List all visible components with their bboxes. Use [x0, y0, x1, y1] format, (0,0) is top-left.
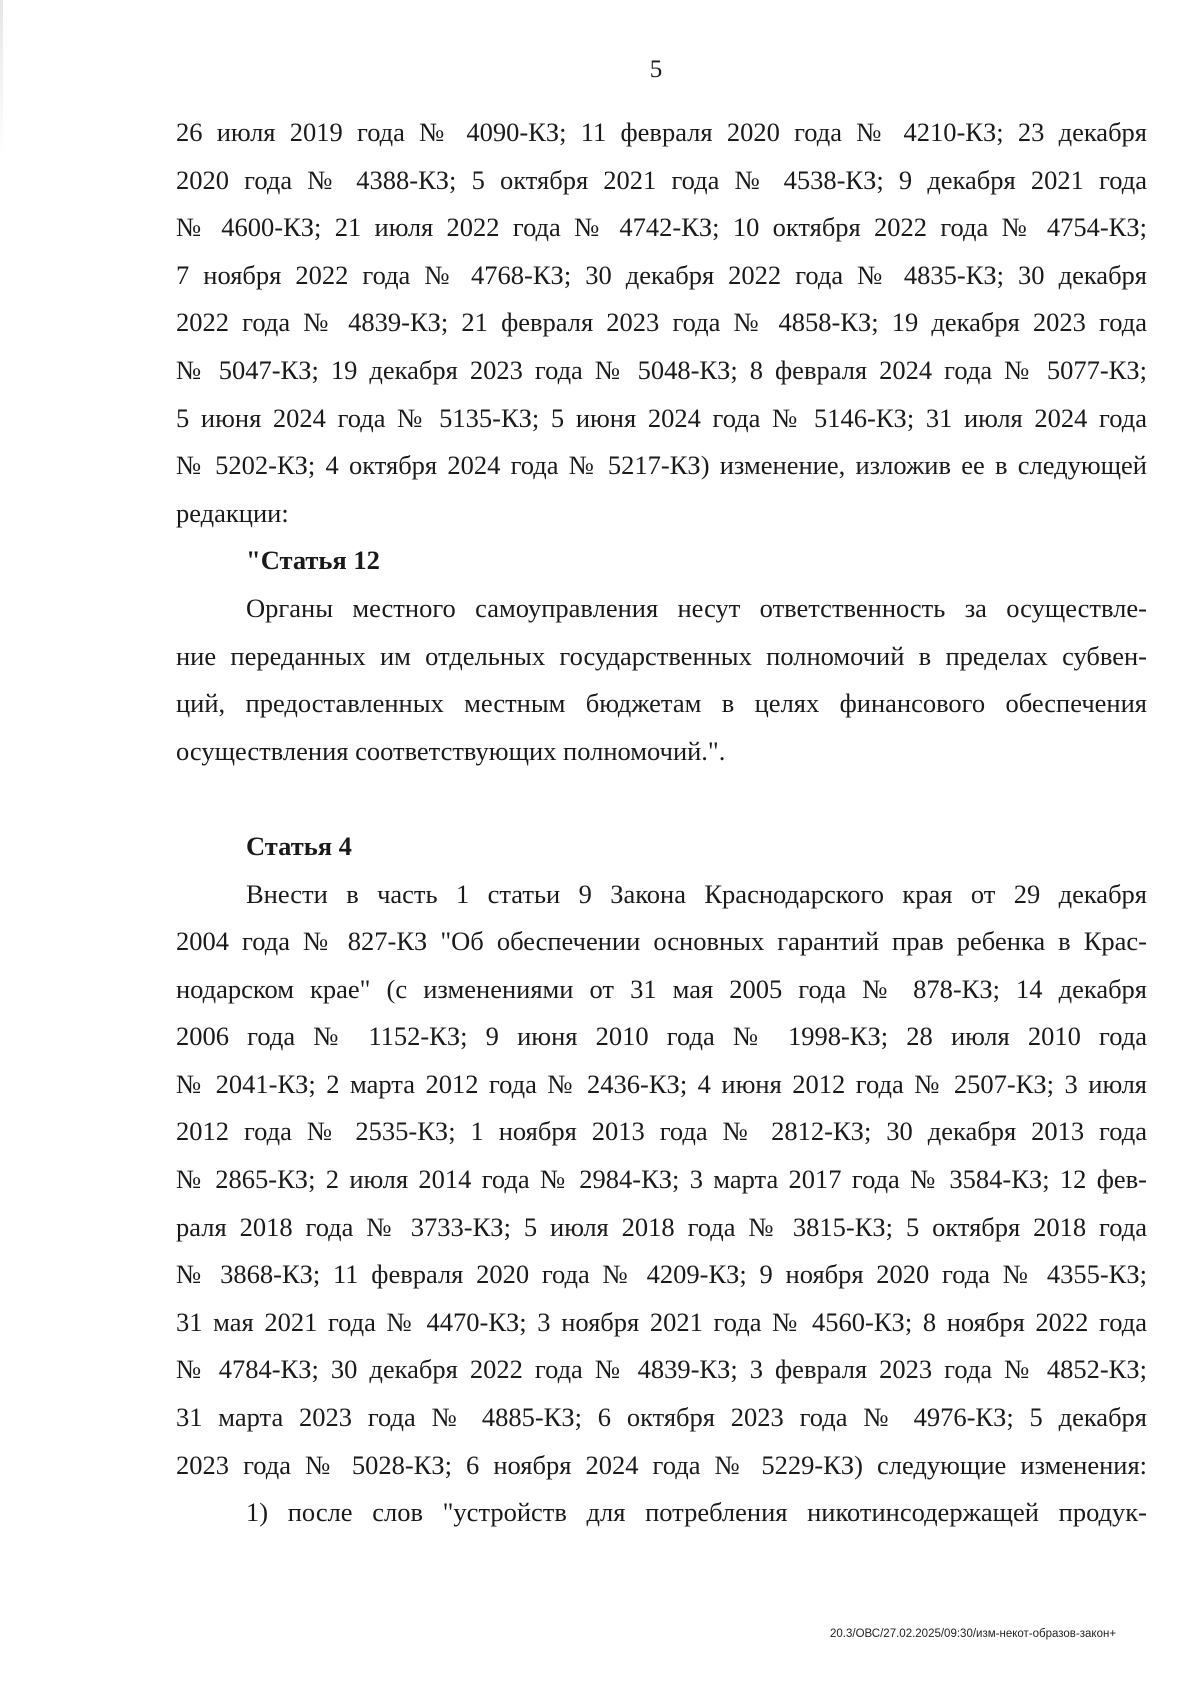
document-footer-code: 20.3/ОВС/27.02.2025/09:30/изм-некот-образов-закон+ — [830, 1628, 1117, 1640]
article-line: нодарском крае" (с изменениями от 31 мая 2005 года № 878-КЗ; 14 декабря — [176, 973, 1147, 1004]
section-gap — [176, 775, 1147, 823]
paragraph-line: 2022 года № 4839-КЗ; 21 февраля 2023 года № 4858-КЗ; 19 декабря 2023 года — [176, 307, 1147, 338]
article-line: 31 мая 2021 года № 4470-КЗ; 3 ноября 2021 года № 4560-КЗ; 8 ноября 2022 года — [176, 1306, 1147, 1337]
quoted-paragraph-line: осуществления соответствующих полномочий.". — [176, 735, 726, 766]
article-line: 2023 года № 5028-КЗ; 6 ноября 2024 года № 5229-КЗ) следующие изменения: — [176, 1449, 1147, 1480]
article-heading: Статья 4 — [246, 830, 352, 861]
article-line: 2004 года № 827-КЗ "Об обеспечении основных гарантий прав ребенка в Крас- — [176, 926, 1147, 957]
document-body — [176, 109, 1147, 1537]
article-line: Внести в часть 1 статьи 9 Закона Краснодарского края от 29 декабря — [246, 878, 1147, 909]
paragraph-line: редакции: — [176, 497, 289, 528]
paragraph-line: № 5202-КЗ; 4 октября 2024 года № 5217-КЗ) изменение, изложив ее в следующей — [176, 450, 1147, 481]
paragraph-line: № 5047-КЗ; 19 декабря 2023 года № 5048-КЗ; 8 февраля 2024 года № 5077-КЗ; — [176, 354, 1147, 385]
paragraph-line: 2020 года № 4388-КЗ; 5 октября 2021 года № 4538-КЗ; 9 декабря 2021 года — [176, 164, 1147, 195]
quoted-paragraph-line: ций, предоставленных местным бюджетам в целях финансового обеспечения — [176, 688, 1147, 719]
article-line: раля 2018 года № 3733-КЗ; 5 июля 2018 года № 3815-КЗ; 5 октября 2018 года — [176, 1211, 1147, 1242]
page-number: 5 — [649, 56, 663, 83]
article-line: 31 марта 2023 года № 4885-КЗ; 6 октября 2023 года № 4976-КЗ; 5 декабря — [176, 1402, 1147, 1433]
quoted-paragraph-line: Органы местного самоуправления несут ответственность за осуществле- — [246, 592, 1147, 623]
article-line: № 3868-КЗ; 11 февраля 2020 года № 4209-КЗ; 9 ноября 2020 года № 4355-КЗ; — [176, 1259, 1147, 1290]
article-line: 2012 года № 2535-КЗ; 1 ноября 2013 года № 2812-КЗ; 30 декабря 2013 года — [176, 1116, 1147, 1147]
scan-edge-shadow — [0, 0, 3, 160]
article-line: 2006 года № 1152-КЗ; 9 июня 2010 года № 1998-КЗ; 28 июля 2010 года — [176, 1021, 1147, 1052]
quoted-paragraph-line: ние переданных им отдельных государственных полномочий в пределах субвен- — [176, 640, 1147, 671]
paragraph-line: № 4600-КЗ; 21 июля 2022 года № 4742-КЗ; 10 октября 2022 года № 4754-КЗ; — [176, 212, 1147, 243]
paragraph-line: 7 ноября 2022 года № 4768-КЗ; 30 декабря 2022 года № 4835-КЗ; 30 декабря — [176, 259, 1147, 290]
article-line: № 2865-КЗ; 2 июля 2014 года № 2984-КЗ; 3 марта 2017 года № 3584-КЗ; 12 фев- — [176, 1164, 1147, 1195]
paragraph-line: 5 июня 2024 года № 5135-КЗ; 5 июня 2024 года № 5146-КЗ; 31 июля 2024 года — [176, 402, 1147, 433]
article-line: № 4784-КЗ; 30 декабря 2022 года № 4839-КЗ; 3 февраля 2023 года № 4852-КЗ; — [176, 1354, 1147, 1385]
list-item-line: 1) после слов "устройств для потребления никотинсодержащей продук- — [246, 1497, 1147, 1528]
article-line: № 2041-КЗ; 2 марта 2012 года № 2436-КЗ; 4 июня 2012 года № 2507-КЗ; 3 июля — [176, 1068, 1147, 1099]
quoted-article-heading: "Статья 12 — [246, 545, 380, 576]
paragraph-line: 26 июля 2019 года № 4090-КЗ; 11 февраля 2020 года № 4210-КЗ; 23 декабря — [176, 117, 1147, 147]
